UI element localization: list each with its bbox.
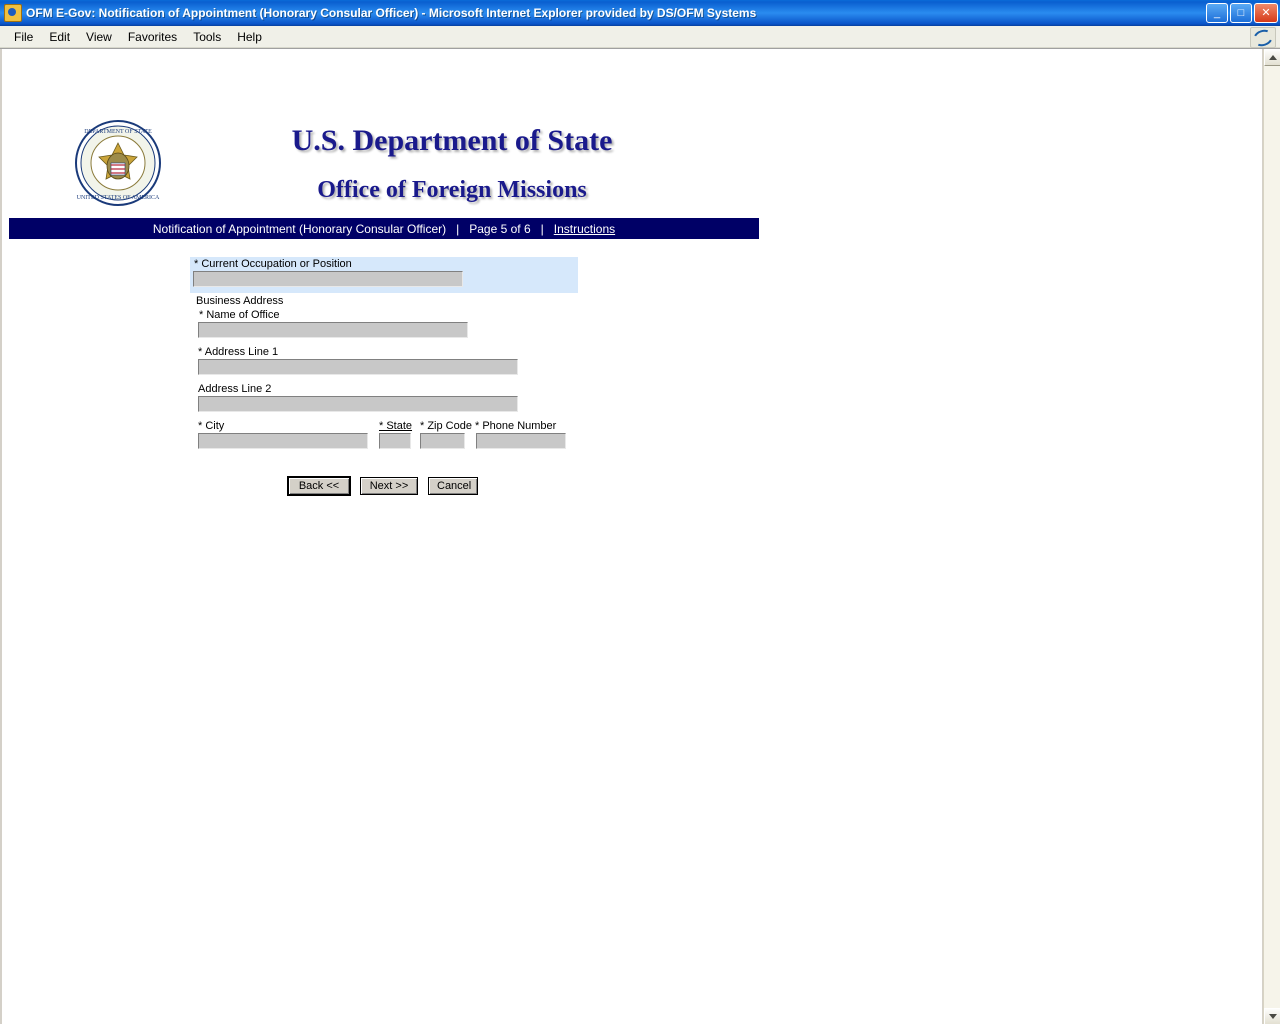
minimize-button[interactable]: _ <box>1206 3 1228 23</box>
browser-viewport <box>0 48 1280 1024</box>
app-icon <box>4 4 22 22</box>
navbar-page-indicator: Page 5 of 6 <box>469 221 531 236</box>
menu-item-favorites[interactable]: Favorites <box>127 29 178 44</box>
page-subtitle: Office of Foreign Missions <box>317 177 587 203</box>
navbar-separator-1: | <box>446 221 470 236</box>
window-titlebar <box>0 0 1280 26</box>
address-line-2-label: Address Line 2 <box>198 383 272 395</box>
menu-item-view[interactable]: View <box>86 29 112 44</box>
current-occupation-label: * Current Occupation or Position <box>194 258 352 270</box>
instructions-link[interactable]: Instructions <box>553 221 616 236</box>
scroll-up-button[interactable] <box>1264 49 1280 66</box>
svg-text:UNITED STATES OF AMERICA: UNITED STATES OF AMERICA <box>76 195 160 201</box>
scrollbar-track[interactable] <box>1264 66 1280 1008</box>
page-header <box>2 49 1262 207</box>
menu-item-tools[interactable]: Tools <box>193 29 222 44</box>
svg-text:DEPARTMENT OF STATE: DEPARTMENT OF STATE <box>84 129 152 135</box>
navbar-form-title: Notification of Appointment (Honorary Consular Officer) <box>152 221 447 236</box>
name-of-office-label: * Name of Office <box>199 309 280 321</box>
city-input[interactable] <box>198 433 368 449</box>
window-controls <box>1206 3 1278 23</box>
zip-code-input[interactable] <box>420 433 465 449</box>
internet-explorer-logo-icon <box>1250 27 1276 48</box>
vertical-scrollbar[interactable] <box>1263 49 1280 1024</box>
next-button[interactable]: Next >> <box>360 477 418 495</box>
state-label[interactable]: * State <box>379 420 413 432</box>
department-of-state-seal-icon <box>65 119 171 207</box>
current-occupation-input[interactable] <box>193 271 463 287</box>
name-of-office-input[interactable] <box>198 322 468 338</box>
address-line-1-label: * Address Line 1 <box>198 346 279 358</box>
window-title: OFM E-Gov: Notification of Appointment (Honorary Consular Officer) - Microsoft Internet Explorer provided by DS/OFM Systems <box>26 6 757 20</box>
menu-item-file[interactable]: File <box>14 29 34 44</box>
back-button[interactable]: Back << <box>288 477 350 495</box>
city-label: * City <box>198 420 225 432</box>
close-button[interactable]: ✕ <box>1254 3 1278 23</box>
state-input[interactable] <box>379 433 411 449</box>
page-title: U.S. Department of State <box>291 124 613 157</box>
menu-item-edit[interactable]: Edit <box>49 29 71 44</box>
business-address-section-label: Business Address <box>196 295 284 307</box>
address-line-2-input[interactable] <box>198 396 518 412</box>
scroll-down-button[interactable] <box>1264 1008 1280 1024</box>
menu-item-help[interactable]: Help <box>237 29 262 44</box>
menu-bar <box>0 26 1280 48</box>
form-navbar <box>9 218 759 239</box>
navbar-separator-2: | <box>530 221 554 236</box>
phone-number-label: * Phone Number <box>475 420 557 432</box>
cancel-button[interactable]: Cancel <box>428 477 478 495</box>
phone-number-input[interactable] <box>476 433 566 449</box>
page-content <box>0 49 1263 1024</box>
maximize-button[interactable]: □ <box>1230 3 1252 23</box>
address-line-1-input[interactable] <box>198 359 518 375</box>
zip-code-label: * Zip Code <box>420 420 472 432</box>
